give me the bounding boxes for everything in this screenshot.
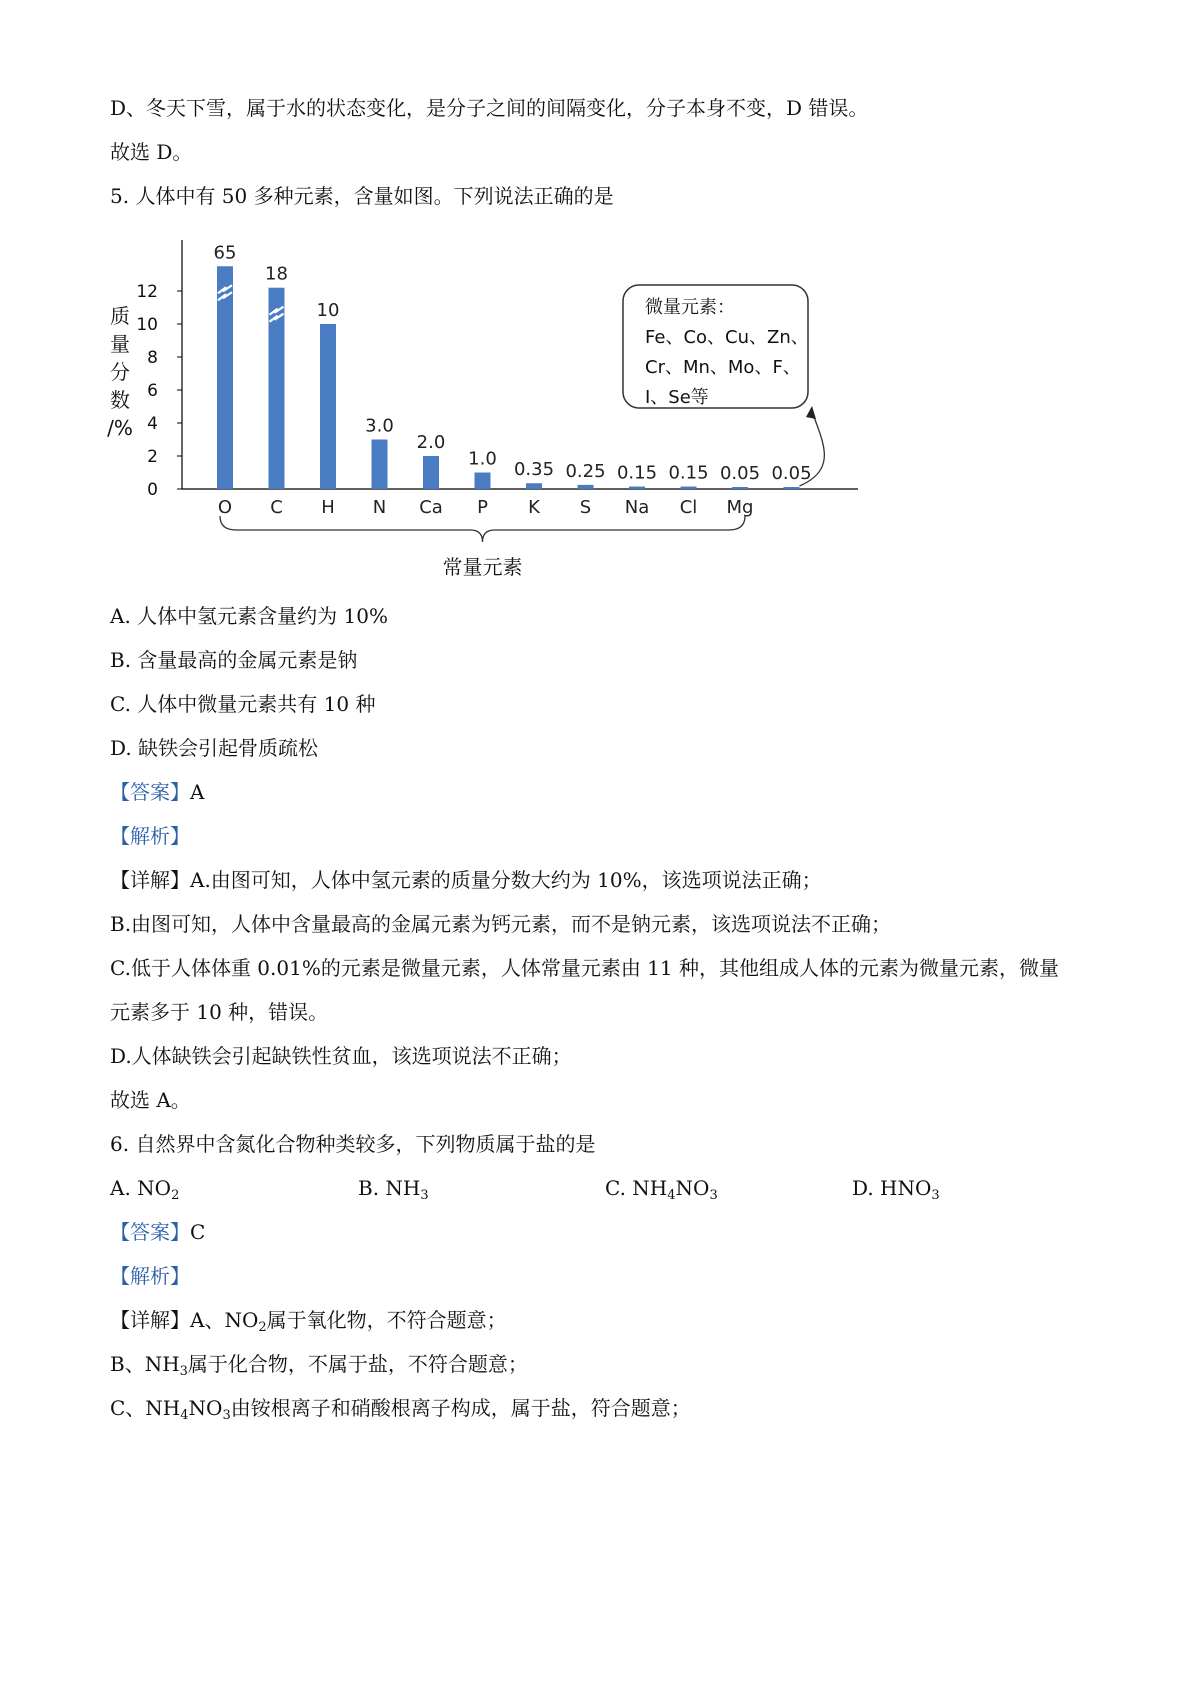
x-tick-label: Na [624, 497, 650, 518]
subscript: 3 [931, 1188, 940, 1203]
bar [320, 324, 336, 489]
data-label: 0.25 [565, 460, 606, 482]
x-tick-label: Ca [419, 497, 443, 518]
data-label: 0.15 [668, 462, 709, 484]
detail-6a [110, 1307, 507, 1333]
bar [475, 473, 491, 490]
y-tick-label: 0 [147, 480, 158, 500]
data-label: 0.05 [771, 463, 812, 485]
data-label: 10 [316, 300, 340, 321]
formula: A. NO [110, 1176, 172, 1200]
y-axis-label: 质 [110, 304, 130, 328]
option-6a [110, 1175, 179, 1201]
answer-6 [110, 1219, 205, 1245]
option-5c: C. 人体中微量元素共有 10 种 [110, 692, 376, 716]
detail-5d: D.人体缺铁会引起缺铁性贫血，该选项说法不正确； [110, 1044, 572, 1068]
detail-tag: 【详解】 [110, 868, 190, 892]
x-tick-label: H [321, 497, 335, 518]
y-tick-label: 4 [147, 414, 158, 434]
y-tick-label: 2 [147, 447, 158, 467]
group-label: 常量元素 [442, 555, 523, 579]
answer-tag: 【答案】 [110, 780, 190, 804]
detail-text: A.由图可知，人体中氢元素的质量分数大约为 10%，该选项说法正确； [190, 868, 822, 892]
option-6d [852, 1175, 940, 1201]
data-label: 1.0 [468, 448, 497, 470]
formula: D. HNO [852, 1176, 932, 1200]
analysis-tag-5: 【解析】 [110, 824, 190, 848]
x-tick-label: Cl [679, 497, 698, 518]
brace [220, 516, 745, 542]
bar [629, 487, 645, 489]
element-content-chart [100, 240, 880, 585]
formula: A、NO [190, 1308, 259, 1332]
callout-text: Cr、Mn、Mo、F、 [645, 357, 801, 378]
formula: NO [675, 1176, 710, 1200]
question-5: 5. 人体中有 50 多种元素，含量如图。下列说法正确的是 [110, 184, 614, 208]
y-tick-label: 10 [136, 315, 158, 335]
option-5b: B. 含量最高的金属元素是钠 [110, 648, 358, 672]
detail-5c-cont: 元素多于 10 种，错误。 [110, 1000, 329, 1024]
bar [784, 487, 800, 489]
conclusion-5: 故选 A。 [110, 1088, 191, 1112]
y-tick-label: 12 [136, 282, 158, 302]
data-label: 2.0 [416, 432, 446, 453]
subscript: 3 [222, 1408, 231, 1423]
x-tick-label: K [528, 497, 540, 518]
subscript: 3 [420, 1188, 429, 1203]
detail-tag: 【详解】 [110, 1308, 190, 1332]
x-tick-label: N [372, 497, 387, 518]
x-tick-label: P [477, 497, 488, 518]
y-axis-label: 数 [110, 388, 130, 412]
answer-value: A [190, 780, 205, 804]
text-line: 故选 D。 [110, 140, 193, 164]
answer-5 [110, 779, 204, 805]
data-label: 65 [213, 242, 237, 264]
formula: B. NH [358, 1176, 421, 1200]
option-6b [358, 1175, 429, 1201]
formula: C、NH [110, 1396, 181, 1420]
option-5a: A. 人体中氢元素含量约为 10% [110, 604, 388, 628]
detail-text: 属于氧化物，不符合题意； [266, 1308, 507, 1332]
text-line: D、冬天下雪，属于水的状态变化，是分子之间的间隔变化，分子本身不变，D 错误。 [110, 96, 869, 120]
formula: B、NH [110, 1352, 180, 1376]
detail-5c: C.低于人体体重 0.01%的元素是微量元素，人体常量元素由 11 种，其他组成人体的元素为微量元素，微量 [110, 956, 1060, 980]
analysis-tag-6: 【解析】 [110, 1264, 190, 1288]
detail-6c [110, 1395, 691, 1421]
answer-value: C [190, 1220, 206, 1244]
callout-text: 微量元素： [645, 297, 735, 318]
option-5d: D. 缺铁会引起骨质疏松 [110, 736, 319, 760]
y-axis-label: 分 [110, 360, 130, 384]
callout-text: I、Se等 [645, 387, 709, 408]
data-label: 3.0 [365, 415, 394, 437]
subscript: 2 [171, 1188, 180, 1203]
y-axis-label: /% [107, 416, 133, 440]
detail-text: 属于化合物，不属于盐，不符合题意； [187, 1352, 528, 1376]
data-label: 0.05 [719, 463, 761, 485]
bar [681, 487, 697, 489]
x-tick-label: O [217, 497, 233, 518]
subscript: 3 [179, 1364, 188, 1379]
data-label: 0.35 [513, 459, 555, 481]
x-tick-label: S [579, 497, 592, 518]
formula: NO [188, 1396, 223, 1420]
bar [526, 483, 542, 489]
subscript: 2 [258, 1320, 267, 1335]
x-tick-label: C [270, 497, 283, 518]
y-axis-label: 量 [110, 332, 130, 356]
detail-5b: B.由图可知，人体中含量最高的金属元素为钙元素，而不是钠元素，该选项说法不正确； [110, 912, 892, 936]
subscript: 4 [180, 1408, 189, 1423]
y-tick-label: 6 [147, 381, 158, 401]
bar [372, 440, 388, 490]
y-tick-label: 8 [147, 348, 158, 368]
detail-6b [110, 1351, 528, 1377]
bar [578, 485, 594, 489]
detail-5a [110, 867, 822, 893]
callout-text: Fe、Co、Cu、Zn、 [645, 327, 809, 348]
answer-tag: 【答案】 [110, 1220, 190, 1244]
arrow-head-icon [806, 406, 816, 419]
x-tick-label: Mg [726, 497, 754, 518]
bar [732, 487, 748, 489]
data-label: 18 [265, 263, 288, 285]
data-label: 0.15 [616, 462, 658, 484]
subscript: 3 [709, 1188, 718, 1203]
bar [423, 456, 439, 489]
option-6c [605, 1175, 718, 1201]
subscript: 4 [667, 1188, 676, 1203]
detail-text: 由铵根离子和硝酸根离子构成，属于盐，符合题意； [230, 1396, 691, 1420]
formula: C. NH [605, 1176, 668, 1200]
question-6: 6. 自然界中含氮化合物种类较多，下列物质属于盐的是 [110, 1132, 596, 1156]
